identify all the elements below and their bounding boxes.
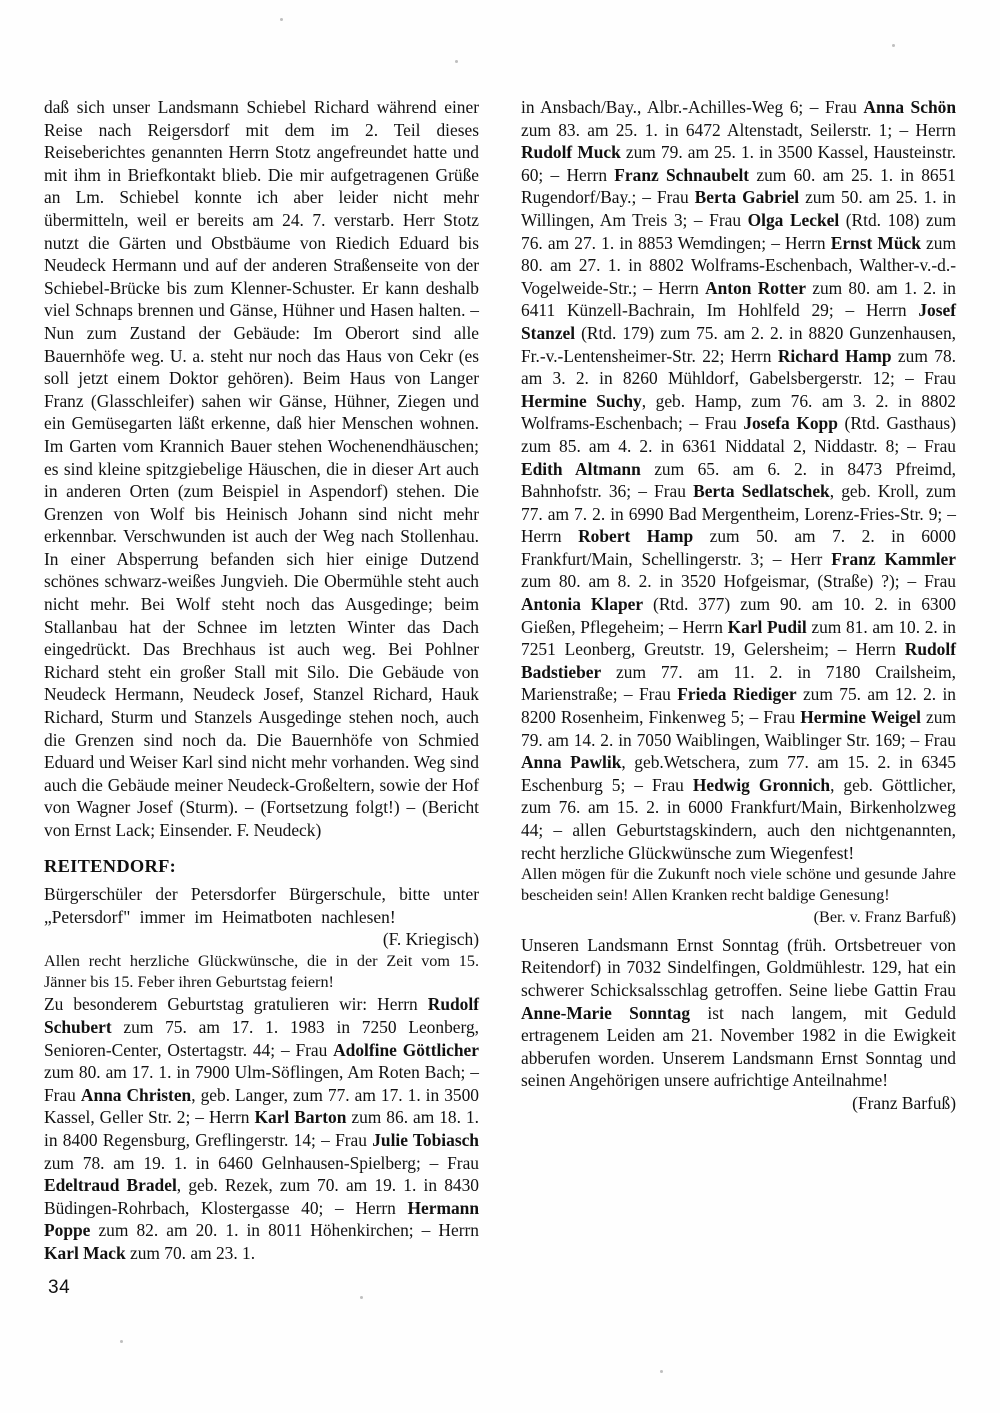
right-column: [521, 96, 956, 1265]
scan-speck: [892, 44, 895, 47]
article-body-continuation: daß sich unser Landsmann Schiebel Richard während einer Reise nach Reigersdorf mit dem im 2. Teil dieses Reiseberichtes genannten Herrn Stotz angefreundet hatte und mit ihm in Briefkontakt blieb. Die mir aufgetragenen Grüße an Lm. Schiebel konnte ich aber leider nicht mehr übermitteln, weil er bereits am 24. 7. verstarb. Herr Stotz nutzt die Gärten und Obstbäume von Riedich Eduard bis Neudeck Hermann und auf der anderen Straßenseite von der Schiebel-Brücke bis zum Klenner-Schuster. Er kann deshalb viel Schnaps brennen und Gänse, Hühner und Hasen halten. – Nun zum Zustand der Gebäude: Im Oberort sind alle Bauernhöfe weg. U. a. steht nur noch das Haus von Cekr (es soll jetzt einem Doktor gehören). Beim Haus von Langer Franz (Glasschleifer) sahen wir Gänse, Hühner, Ziegen und ein Gemüsegarten läßt erkenne, daß hier Menschen wohnen. Im Garten vom Krannich Bauer stehen Wochenendhäuschen; es sind kleine spitzgiebelige Häuschen, die in dieser Art auch in anderen Orten (zum Beispiel in Aspendorf) stehen. Die Grenzen von Wolf bis Heinisch Johann sind nicht mehr erkennbar. Verschwunden ist auch der Weg nach Stollenhau. In einer Absperrung befanden sich hier einige Dutzend schönes schwarz-weißes Jungvieh. Die Obermühle steht auch nicht mehr. Bei Wolf steht noch das Ausgedinge; beim Stallanbau hat der Schnee im letzten Winter das Dach eingedrückt. Das Brechhaus ist auch weg. Bei Pohlner Richard steht ein großer Stall mit Silo. Die Gebäude von Neudeck Hermann, Neudeck Josef, Stanzel Richard, Hauk Richard, Sturm und Stanzels Ausgedinge stehen noch, auch die Grenzen sind noch da. Die Bauernhöfe von Schmied Eduard und Weiser Karl sind nicht mehr vorhanden. Weg sind auch die Gebäude meiner Neudeck-Großeltern, sowie der Hof von Wagner Josef (Sturm). – (Fortsetzung folgt!) – (Bericht von Ernst Lack; Einsender. F. Neudeck): [44, 97, 479, 840]
two-column-layout: [44, 96, 956, 1265]
scan-speck: [280, 18, 283, 21]
page-number: 34: [48, 1277, 71, 1298]
scan-speck: [660, 1370, 663, 1373]
wishes-paragraph: Allen mögen für die Zukunft noch viele schöne und gesunde Jahre bescheiden sein! Allen Kranken recht baldige Genesung!: [521, 865, 956, 905]
notice-signature: (F. Kriegisch): [382, 929, 479, 950]
notice-paragraph: Bürgerschüler der Petersdorfer Bürgerschule, bitte unter „Petersdorf" immer im Heimatboten nachlesen!: [44, 884, 479, 927]
scan-speck: [360, 1296, 363, 1299]
congratulations-intro: Allen recht herzliche Glückwünsche, die in der Zeit vom 15. Jänner bis 15. Feber ihren Geburtstag feiern!: [44, 951, 479, 992]
left-column: [44, 96, 479, 1265]
obituary-paragraph: Unseren Landsmann Ernst Sonntag (früh. Ortsbetreuer von Reitendorf) in 7032 Sindelfingen, Goldmühlestr. 129, hat ein schwerer Schicksalsschlag getroffen. Seine liebe Gattin Frau Anne-Marie Sonntag ist nach langem, mit Geduld ertragenem Leiden am 21. November 1982 in die Ewigkeit abberufen worden. Unserem Landsmann Ernst Sonntag und seinen Angehörigen unsere aufrichtige Anteilnahme!: [521, 934, 956, 1091]
birthday-list-right: in Ansbach/Bay., Albr.-Achilles-Weg 6; – Frau Anna Schön zum 83. am 25. 1. in 6472 Altenstadt, Seilerstr. 1; – Herrn Rudolf Muck zum 79. am 25. 1. in 3500 Kassel, Hausteinstr. 60; – Herrn Franz Schnaubelt zum 60. am 25. 1. in 8651 Rugendorf/Bay.; – Frau Berta Gabriel zum 50. am 25. 1. in Willingen, Am Treis 3; – Frau Olga Leckel (Rtd. 108) zum 76. am 27. 1. in 8853 Wemdingen; – Herrn Ernst Mück zum 80. am 27. 1. in 8802 Wolframs-Eschenbach, Walther-v.-d.-Vogelweide-Str.; – Herrn Anton Rotter zum 80. am 1. 2. in 6411 Künzell-Bachrain, Im Hohlfeld 29; – Herrn Josef Stanzel (Rtd. 179) zum 75. am 2. 2. in 8820 Gunzenhausen, Fr.-v.-Lentensheimer-Str. 22; Herrn Richard Hamp zum 78. am 3. 2. in 8260 Mühldorf, Gabelsbergerstr. 12; – Frau Hermine Suchy, geb. Hamp, zum 76. am 3. 2. in 8802 Wolframs-Eschenbach; – Frau Josefa Kopp (Rtd. Gasthaus) zum 85. am 4. 2. in 6361 Niddatal 2, Niddastr. 8; – Frau Edith Altmann zum 65. am 6. 2. in 8473 Pfreimd, Bahnhofstr. 36; – Frau Berta Sedlatschek, geb. Kroll, zum 77. am 7. 2. in 6990 Bad Mergentheim, Lorenz-Fries-Str. 9; – Herrn Robert Hamp zum 50. am 7. 2. in 6000 Frankfurt/Main, Schellingerstr. 3; – Herr Franz Kammler zum 80. am 8. 2. in 3520 Hofgeismar, (Straße) ?); – Frau Antonia Klaper (Rtd. 377) zum 90. am 10. 2. in 6300 Gießen, Pflegeheim; – Herrn Karl Pudil zum 81. am 10. 2. in 7251 Leonberg, Greutstr. 19, Gelersheim; – Herrn Rudolf Badstieber zum 77. am 11. 2. in 7180 Crailsheim, Marienstraße; – Frau Frieda Riediger zum 75. am 12. 2. in 8200 Rosenheim, Finkenweg 5; – Frau Hermine Weigel zum 79. am 14. 2. in 7050 Waiblingen, Waiblinger Str. 169; – Frau Anna Pawlik, geb.Wetschera, zum 77. am 15. 2. in 6345 Eschenburg 5; – Frau Hedwig Gronnich, geb. Göttlicher, zum 76. am 15. 2. in 6000 Frankfurt/Main, Birkenholzweg 44; – allen Geburtstagskindern, auch den nichtgenannten, recht herzliche Glückwünsche zum Wiegenfest!: [521, 97, 957, 863]
obituary-signature: (Franz Barfuß): [852, 1092, 956, 1113]
scan-speck: [455, 60, 458, 63]
wishes-signature: (Ber. v. Franz Barfuß): [813, 907, 956, 926]
birthday-list-left: Zu besonderem Geburtstag gratulieren wir: Herrn Rudolf Schubert zum 75. am 17. 1. 1983 in 7250 Leonberg, Senioren-Center, Ostertagstr. 44; – Frau Adolfine Göttlicher zum 80. am 17. 1. in 7900 Ulm-Söflingen, Am Roten Bach; – Frau Anna Christen, geb. Langer, zum 77. am 17. 1. in 3500 Kassel, Geller Str. 2; – Herrn Karl Barton zum 86. am 18. 1. in 8400 Regensburg, Greflingerstr. 14; – Frau Julie Tobiasch zum 78. am 19. 1. in 6460 Gelnhausen-Spielberg; – Frau Edeltraud Bradel, geb. Rezek, zum 70. am 19. 1. in 8430 Büdingen-Rohrbach, Klostergasse 40; – Herrn Hermann Poppe zum 82. am 20. 1. in 8011 Höhenkirchen; – Herrn Karl Mack zum 70. am 23. 1.: [44, 994, 479, 1263]
scan-speck: [120, 1340, 123, 1343]
section-heading-reitendorf: REITENDORF:: [44, 855, 177, 876]
